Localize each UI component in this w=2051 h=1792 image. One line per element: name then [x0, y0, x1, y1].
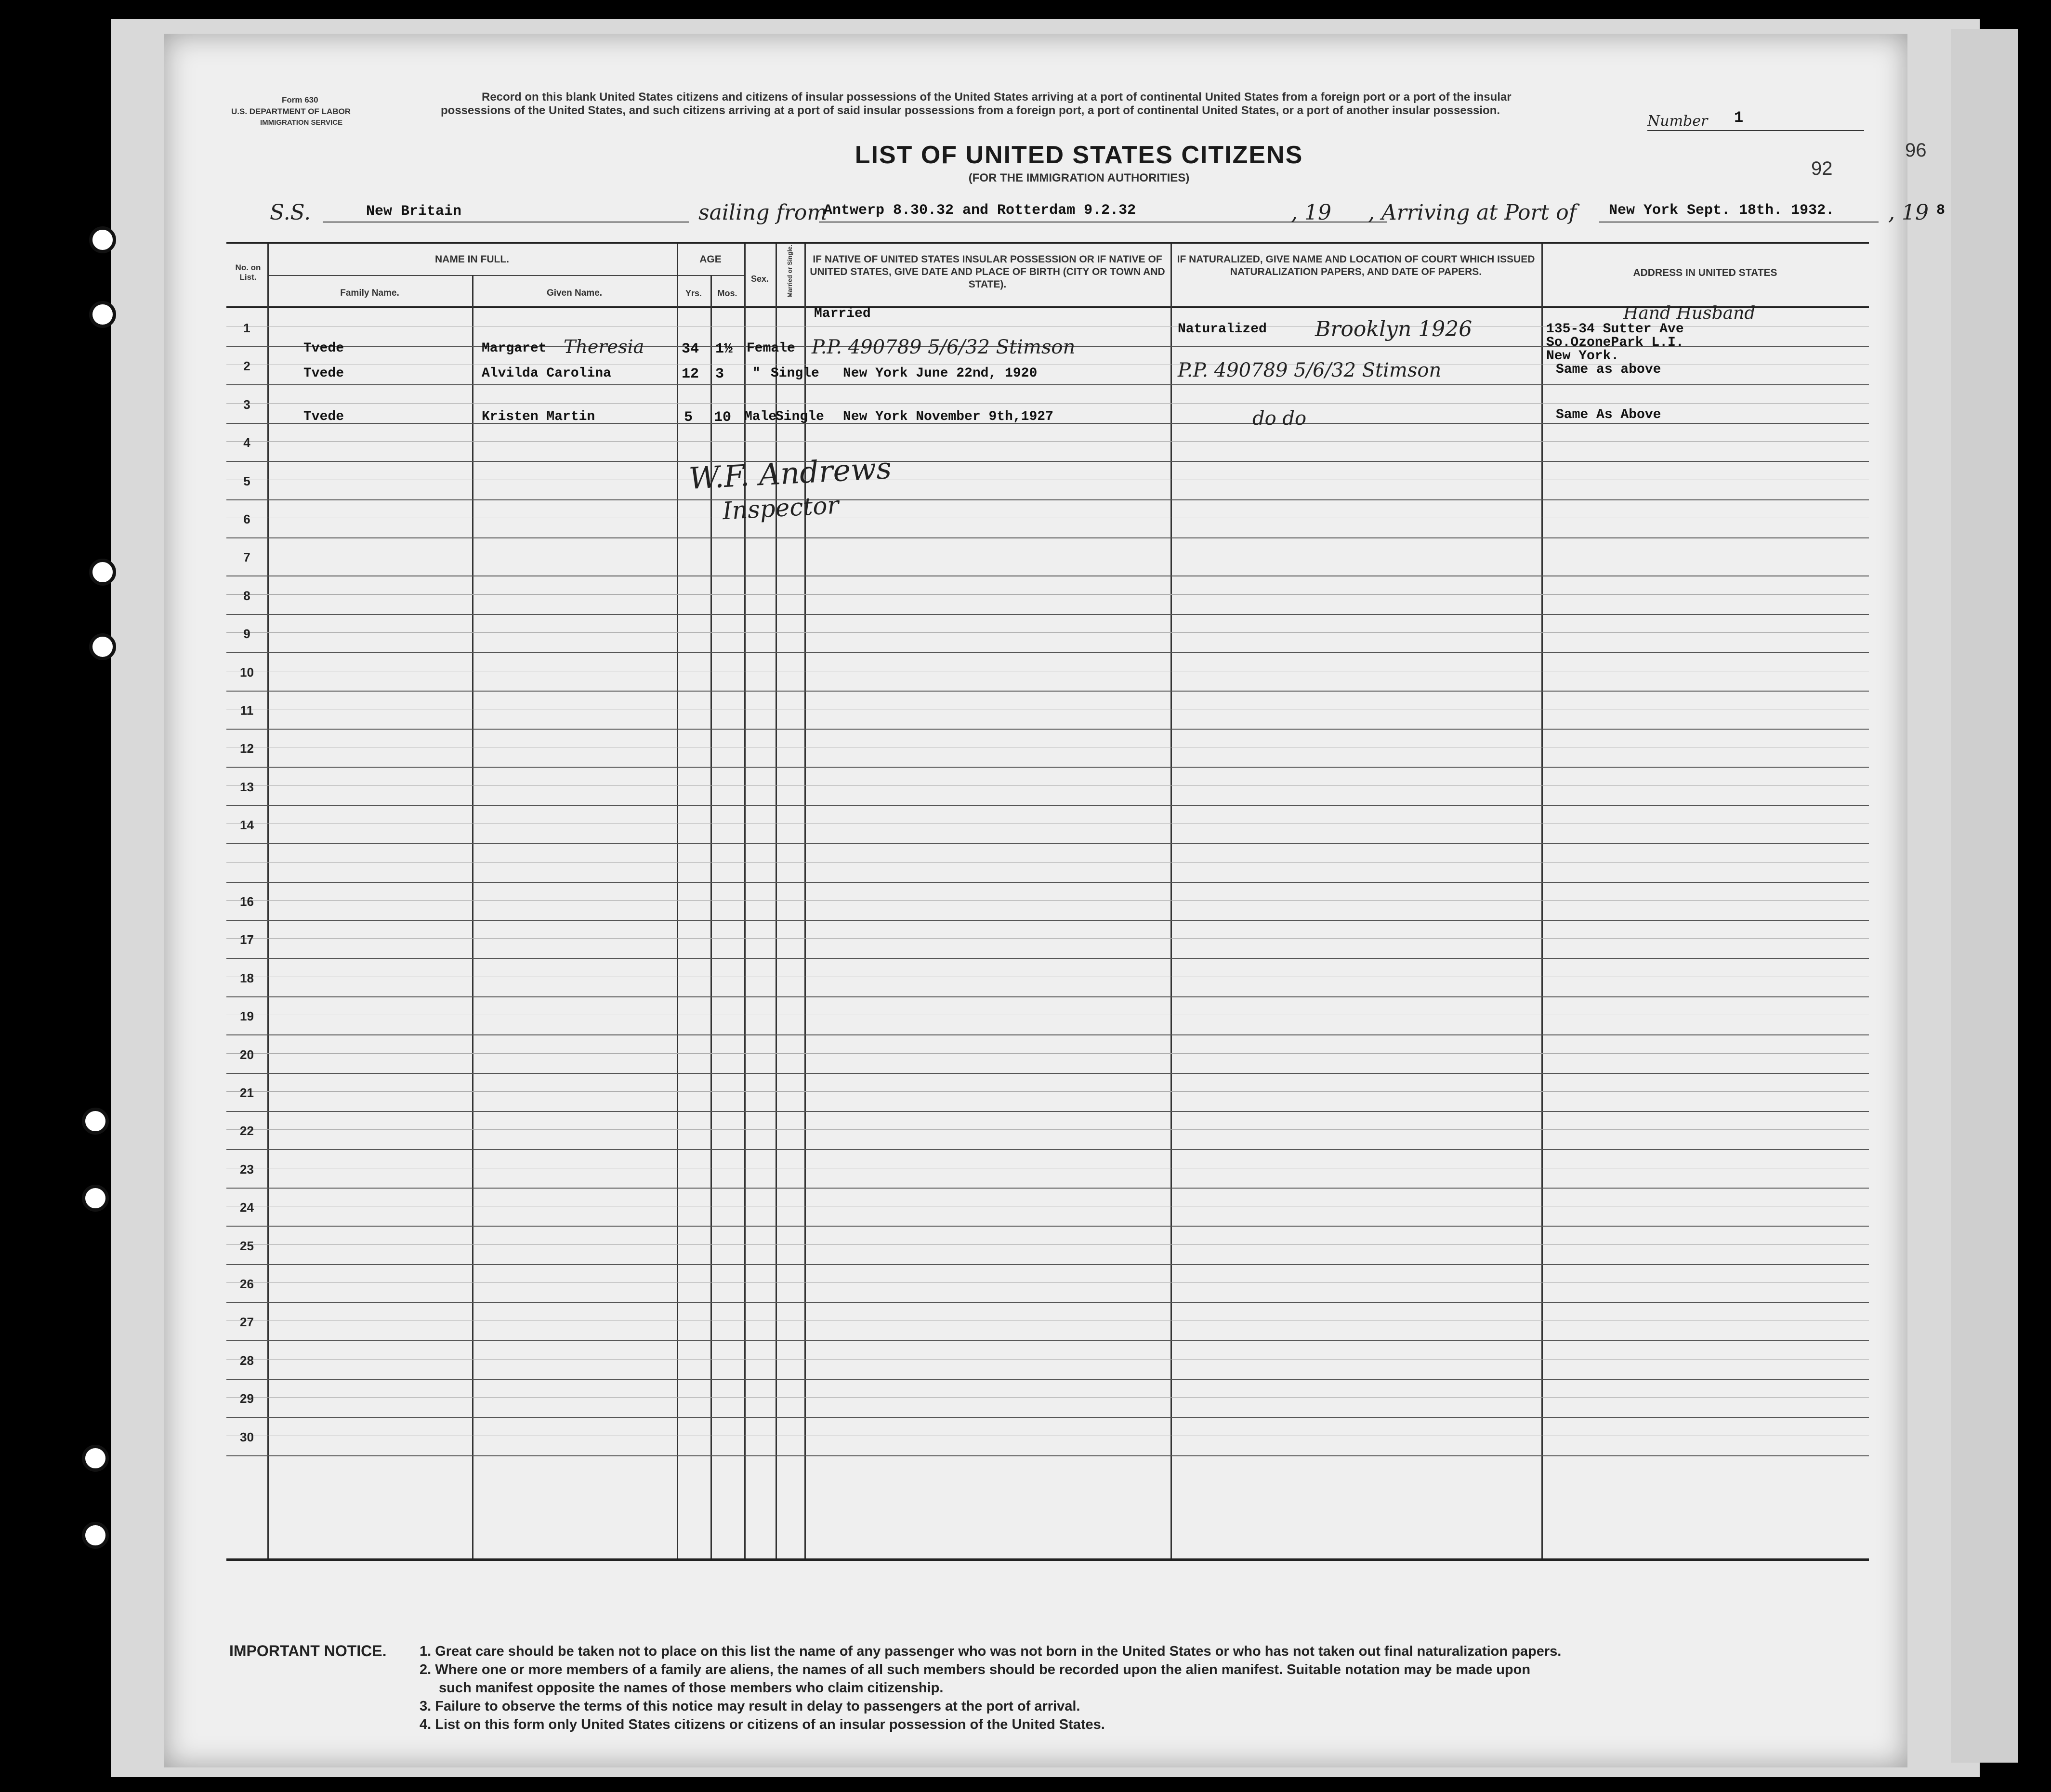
table-row [226, 1341, 1869, 1380]
row-number: 1 [243, 321, 250, 335]
entry-row-1 [226, 303, 1869, 366]
notice-item: 1. Great care should be taken not to place on this list the name of any passenger who was not born in the United States or who has not taken out final naturalization papers. [420, 1644, 1562, 1659]
table-row [226, 461, 1869, 500]
row-number: 20 [240, 1047, 254, 1062]
table-row [226, 1417, 1869, 1456]
address-note: Hand Husband [1623, 303, 1756, 323]
row-subrule [226, 785, 1869, 786]
address-line-1: Same As Above [1556, 407, 1661, 422]
table-row [226, 1226, 1869, 1265]
naturalized-court: P.P. 490789 5/6/32 Stimson [1178, 359, 1442, 381]
marital-status: Single [776, 409, 824, 424]
sailing-label: sailing from [698, 200, 828, 225]
address-line-1: Same as above [1556, 362, 1661, 377]
address-line-1: 135-34 Sutter Ave [1546, 322, 1684, 337]
row-number: 13 [240, 779, 254, 794]
family-name: Tvede [303, 366, 344, 381]
col-header-sex: Sex. [750, 274, 769, 284]
table-row [226, 691, 1869, 730]
voyage-line [270, 197, 1946, 226]
row-number: 5 [243, 473, 250, 488]
table-row [226, 1302, 1869, 1341]
sailing-from: Antwerp 8.30.32 and Rotterdam 9.2.32 [824, 202, 1136, 219]
table-row [226, 1073, 1869, 1112]
year-suffix: 8 [1936, 202, 1946, 219]
notice-item: 4. List on this form only United States citizens or citizens of an insular possession of the United States. [420, 1717, 1105, 1732]
col-header-native: IF NATIVE OF UNITED STATES INSULAR POSSESSION OR IF NATIVE OF UNITED STATES, GIVE DATE AND PLACE OF BIRTH (CITY OR TOWN AND STATE). [810, 254, 1165, 290]
row-subrule [226, 594, 1869, 595]
ss-label: S.S. [270, 200, 311, 225]
entry-row-3 [226, 409, 1869, 448]
naturalized-court: Brooklyn 1926 [1315, 317, 1473, 341]
age-years: 34 [682, 341, 699, 357]
age-years: 12 [682, 366, 699, 382]
col-header-mos: Mos. [717, 288, 737, 298]
back-page-edge [1951, 29, 2018, 1763]
arriving-label: , Arriving at Port of [1368, 200, 1577, 225]
number-label: Number [1647, 113, 1708, 130]
status-married: Married [814, 306, 871, 321]
given-name: Kristen Martin [482, 409, 595, 424]
table-row [226, 653, 1869, 692]
row-number: 19 [240, 1009, 254, 1024]
binder-hole [89, 301, 116, 328]
sex: Female [747, 341, 795, 356]
notice-item: 3. Failure to observe the terms of this notice may result in delay to passengers at the port of arrival. [420, 1699, 1080, 1714]
ship-name: New Britain [366, 203, 462, 220]
col-header-yrs: Yrs. [685, 288, 702, 298]
service-name: IMMIGRATION SERVICE [260, 118, 343, 127]
row-subrule [226, 1359, 1869, 1360]
col-header-family-name: Family Name. [340, 288, 399, 298]
form-instruction: Record on this blank United States citizens and citizens of insular possessions of the United States arriving at a port of continental United States from a foreign port or a port of the insular possessions of the United States, and such citizens arriving at a port of said insular possessions from a foreign port, a port of continental United States, or a port of another insular possession. [441, 91, 1512, 117]
table-row [226, 920, 1869, 959]
row-number: 24 [240, 1200, 254, 1215]
notice-items [420, 1642, 1561, 1734]
row-number: 10 [240, 665, 254, 680]
given-name-handwritten: Theresia [564, 336, 644, 357]
row-number: 18 [240, 970, 254, 985]
page-subtitle: (FOR THE IMMIGRATION AUTHORITIES) [968, 171, 1190, 184]
stamp-page-96: 96 [1905, 140, 1927, 161]
birth-info: New York June 22nd, 1920 [843, 366, 1038, 381]
binder-hole [82, 1108, 109, 1135]
sex: " [752, 366, 761, 381]
row-number: 21 [240, 1086, 254, 1100]
binder-hole [82, 1445, 109, 1472]
row-number: 22 [240, 1124, 254, 1138]
age-years: 5 [684, 409, 693, 426]
number-value: 1 [1734, 109, 1744, 127]
table-row [226, 882, 1869, 921]
inspector-signature: W.F. Andrews [688, 450, 893, 496]
row-number: 6 [243, 512, 250, 526]
row-number: 25 [240, 1238, 254, 1253]
row-number: 28 [240, 1353, 254, 1368]
col-header-naturalized: IF NATURALIZED, GIVE NAME AND LOCATION OF COURT WHICH ISSUED NATURALIZATION PAPERS, AND DATE OF PAPERS. [1177, 254, 1535, 277]
row-subrule [226, 1091, 1869, 1092]
row-subrule [226, 938, 1869, 939]
col-header-name-in-full: NAME IN FULL. [435, 254, 509, 265]
notice-label: IMPORTANT NOTICE. [229, 1642, 387, 1660]
row-number: 11 [240, 703, 254, 718]
address-line-3: New York. [1546, 349, 1619, 364]
table-row [226, 1264, 1869, 1303]
notice-item: 2. Where one or more members of a family are aliens, the names of all such members should be recorded upon the alien manifest. Suitable notation may be made upon [420, 1662, 1531, 1677]
stamp-page-92: 92 [1811, 158, 1833, 179]
row-number: 26 [240, 1277, 254, 1291]
row-subrule [226, 1397, 1869, 1398]
family-name: Tvede [303, 341, 344, 356]
binder-hole [82, 1522, 109, 1549]
table-row [226, 1188, 1869, 1227]
binder-hole [89, 226, 116, 253]
table-row [226, 958, 1869, 997]
row-number: 17 [240, 932, 254, 947]
row-subrule [226, 1282, 1869, 1283]
age-months: 10 [714, 409, 732, 426]
table-row [226, 499, 1869, 538]
row-number: 27 [240, 1315, 254, 1330]
row-number: 29 [240, 1391, 254, 1406]
row-number: 8 [243, 588, 250, 603]
table-row [226, 996, 1869, 1035]
given-name: Alvilda Carolina [482, 366, 611, 381]
row-subrule [226, 1053, 1869, 1054]
age-months: 1½ [715, 341, 733, 357]
row-number: 2 [243, 359, 250, 374]
row-number: 14 [240, 818, 254, 833]
row-number: 12 [240, 741, 254, 756]
col-header-married-single: Married or Single. [786, 245, 793, 298]
entry-row-2 [226, 359, 1869, 405]
table-row [226, 576, 1869, 615]
row-number: 23 [240, 1162, 254, 1177]
row-subrule [226, 1129, 1869, 1130]
row-number: 9 [243, 627, 250, 641]
naturalized-court: do do [1252, 407, 1307, 430]
row-number: 30 [240, 1429, 254, 1444]
table-row [226, 614, 1869, 653]
arriving-port: New York Sept. 18th. 1932. [1609, 202, 1835, 219]
manifest-page [164, 34, 1946, 1767]
year-label-2: , 19 [1888, 200, 1929, 225]
inspector-title: Inspector [722, 491, 840, 525]
row-subrule [226, 632, 1869, 633]
table-row [226, 1379, 1869, 1418]
row-number: 7 [243, 550, 250, 565]
naturalized-typed: Naturalized [1178, 322, 1267, 337]
notice-item: such manifest opposite the names of those members who claim citizenship. [439, 1680, 944, 1696]
row-number: 3 [243, 397, 250, 412]
row-subrule [226, 1244, 1869, 1245]
col-header-no: No. on List. [235, 263, 261, 282]
address-line-2: So.OzonePark L.I. [1546, 335, 1684, 350]
col-header-given-name: Given Name. [546, 288, 603, 298]
col-header-age: AGE [699, 254, 722, 265]
family-name: Tvede [303, 409, 344, 424]
page-title: LIST OF UNITED STATES CITIZENS [855, 141, 1303, 169]
table-row [226, 767, 1869, 806]
table-row [226, 1111, 1869, 1150]
year-label-1: , 19 [1291, 200, 1331, 225]
citizen-list-table [226, 242, 1869, 1561]
sex: Male [744, 409, 777, 424]
number-field [1647, 111, 1864, 131]
row-subrule [226, 900, 1869, 901]
table-row [226, 805, 1869, 844]
birth-info: P.P. 490789 5/6/32 Stimson [812, 336, 1076, 358]
row-number: 4 [243, 435, 250, 450]
given-name: Margaret [482, 341, 547, 356]
age-months: 3 [715, 366, 724, 382]
department-name: U.S. DEPARTMENT OF LABOR [231, 107, 351, 116]
row-subrule [226, 862, 1869, 863]
marital-status: Single [771, 366, 819, 381]
table-row [226, 729, 1869, 768]
table-row [226, 1035, 1869, 1074]
binder-hole [82, 1185, 109, 1212]
birth-info: New York November 9th,1927 [843, 409, 1053, 424]
form-number: Form 630 [282, 95, 318, 105]
table-row [226, 844, 1869, 883]
binder-hole [89, 559, 116, 586]
row-number: 16 [240, 894, 254, 909]
col-header-address: ADDRESS IN UNITED STATES [1633, 267, 1777, 278]
binder-hole [89, 633, 116, 660]
table-row [226, 537, 1869, 576]
table-row [226, 1150, 1869, 1189]
